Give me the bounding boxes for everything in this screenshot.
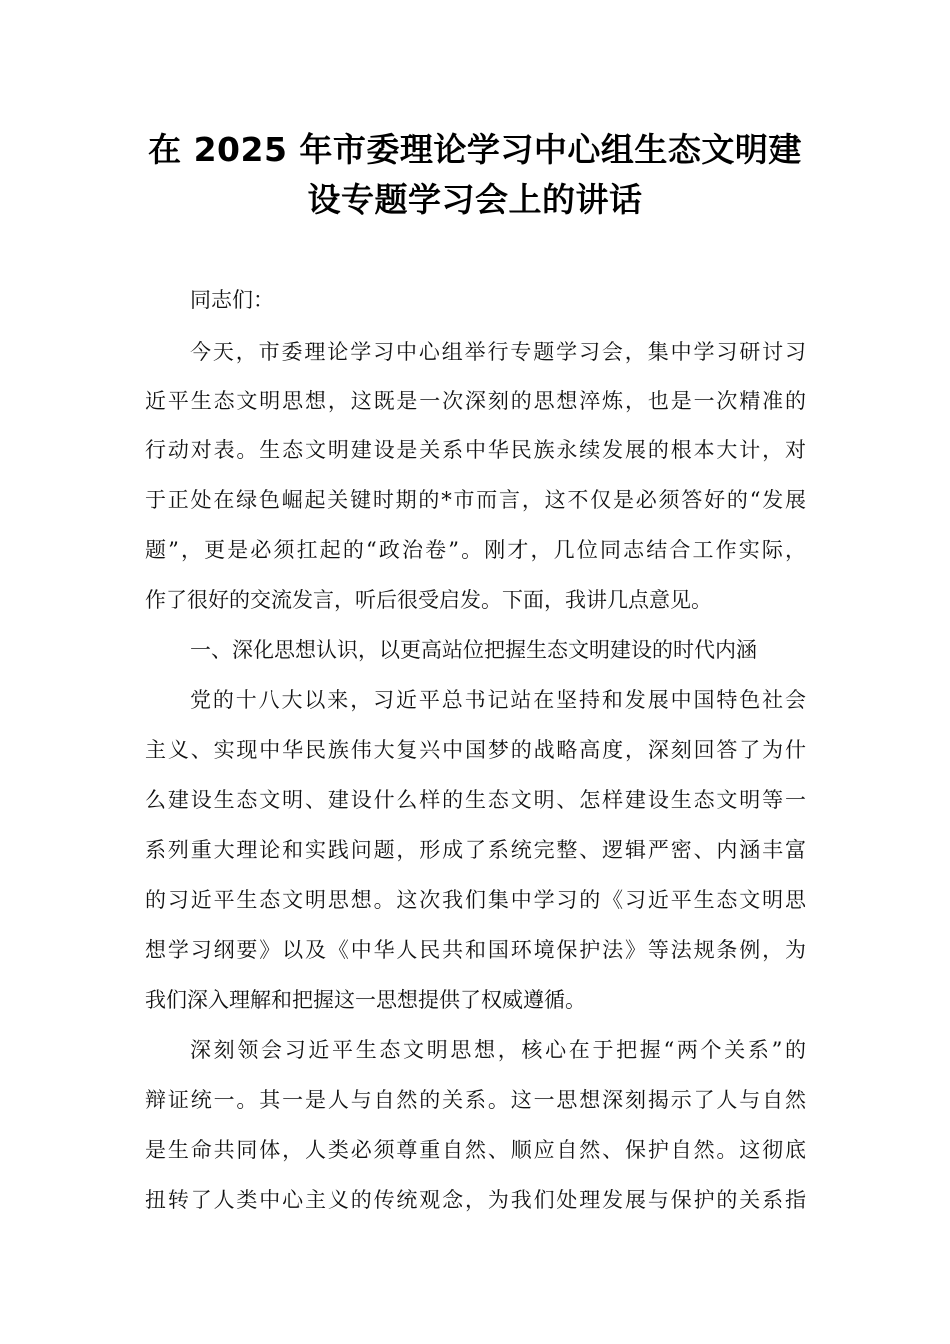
document-title bbox=[120, 125, 830, 225]
paragraph-2-line-1: 党的十八大以来，习近平总书记站在坚持和发展中国特色社会 bbox=[190, 688, 806, 712]
salutation: 同志们： bbox=[190, 288, 274, 312]
paragraph-1-line-5: 题”，更是必须扛起的“政治卷”。刚才，几位同志结合工作实际， bbox=[145, 538, 806, 562]
paragraph-2-line-4: 系列重大理论和实践问题，形成了系统完整、逻辑严密、内涵丰富 bbox=[145, 838, 806, 862]
paragraph-3-line-4: 扭转了人类中心主义的传统观念，为我们处理发展与保护的关系指 bbox=[145, 1188, 806, 1212]
section-heading-1: 一、深化思想认识，以更高站位把握生态文明建设的时代内涵 bbox=[190, 638, 757, 662]
paragraph-2-line-3: 么建设生态文明、建设什么样的生态文明、怎样建设生态文明等一 bbox=[145, 788, 806, 812]
paragraph-3-line-3: 是生命共同体，人类必须尊重自然、顺应自然、保护自然。这彻底 bbox=[145, 1138, 806, 1162]
paragraph-1-line-2: 近平生态文明思想，这既是一次深刻的思想淬炼，也是一次精准的 bbox=[145, 389, 806, 413]
paragraph-1-line-1: 今天，市委理论学习中心组举行专题学习会，集中学习研讨习 bbox=[190, 340, 806, 364]
paragraph-2-line-7: 我们深入理解和把握这一思想提供了权威遵循。 bbox=[145, 988, 586, 1012]
title-line-1: 在 2025 年市委理论学习中心组生态文明建 bbox=[148, 130, 802, 169]
paragraph-1-line-6: 作了很好的交流发言，听后很受启发。下面，我讲几点意见。 bbox=[145, 588, 712, 612]
paragraph-3-line-2: 辩证统一。其一是人与自然的关系。这一思想深刻揭示了人与自然 bbox=[145, 1088, 806, 1112]
title-line-2: 设专题学习会上的讲话 bbox=[307, 180, 643, 219]
paragraph-3-line-1: 深刻领会习近平生态文明思想，核心在于把握“两个关系”的 bbox=[190, 1038, 806, 1062]
paragraph-2-line-5: 的习近平生态文明思想。这次我们集中学习的《习近平生态文明思 bbox=[145, 888, 806, 912]
paragraph-1-line-4: 于正处在绿色崛起关键时期的*市而言，这不仅是必须答好的“发展 bbox=[145, 488, 806, 512]
paragraph-2-line-2: 主义、实现中华民族伟大复兴中国梦的战略高度，深刻回答了为什 bbox=[145, 738, 806, 762]
paragraph-1-line-3: 行动对表。生态文明建设是关系中华民族永续发展的根本大计，对 bbox=[145, 438, 806, 462]
paragraph-2-line-6: 想学习纲要》以及《中华人民共和国环境保护法》等法规条例，为 bbox=[145, 938, 806, 962]
